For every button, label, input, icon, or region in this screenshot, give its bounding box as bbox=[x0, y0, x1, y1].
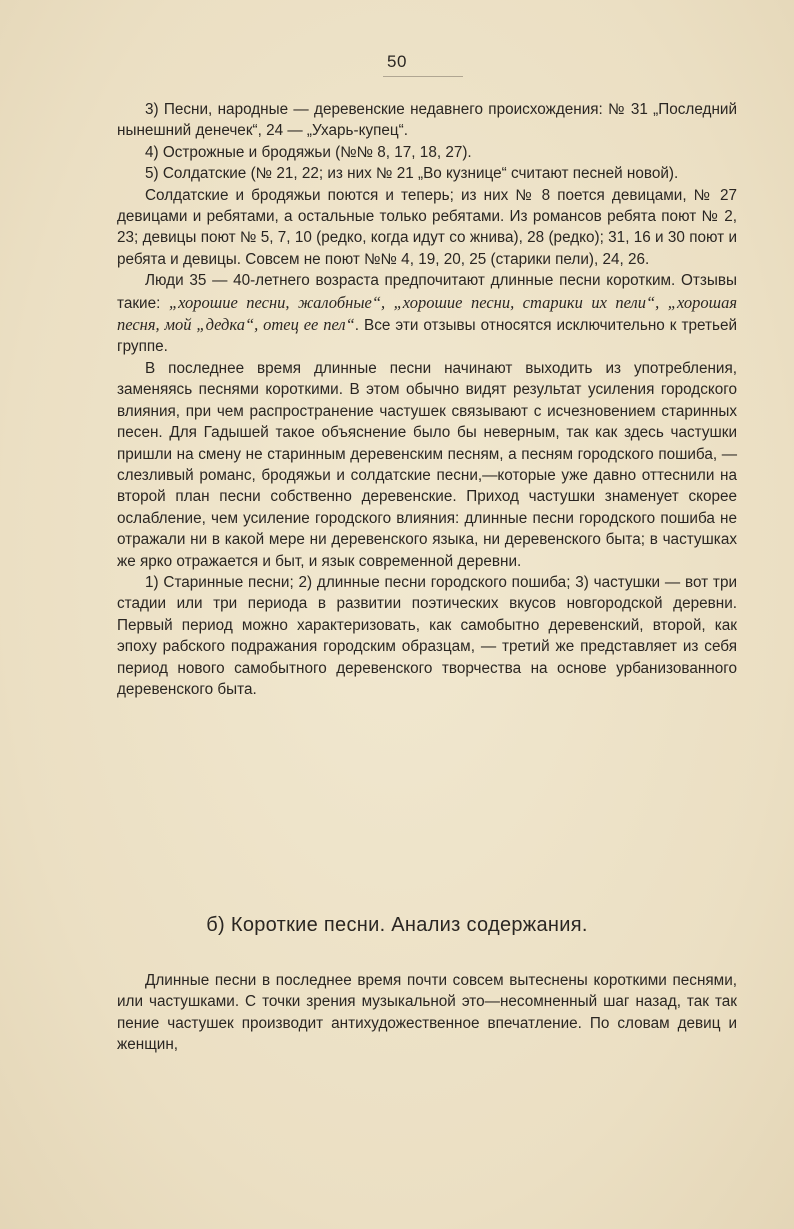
page-number: 50 bbox=[387, 52, 407, 71]
paragraph-songs-prison: 4) Острожные и бродяжьи (№№ 8, 17, 18, 27). bbox=[145, 143, 472, 161]
reviews-tail: . Все эти отзывы относятся исключительно к третьей группе. bbox=[117, 317, 737, 356]
main-text bbox=[117, 99, 737, 700]
paragraph-people-reviews bbox=[117, 270, 737, 358]
page-number-rule bbox=[383, 76, 463, 77]
paragraph-long-songs-decline: В последнее время длинные песни начинают выходить из употребления, заменяясь песнями короткими. В этом обычно видят результат усиления городского влияния, при чем распространение частушек связывают с исчезновением старинных песен. Для Гадышей такое объяснение было бы неверным, так как здесь частушки пришли на смену не старинным деревенским песням, а песням городского пошиба, — слезливый романс, бродяжьи и солдатские песни,—которые уже давно оттеснили на второй план песни собственно деревенские. Приход частушки знаменует скорее ослабление, чем усиление городского влияния: длинные песни городского пошиба не отражали ни в какой мере ни деревенского языка, ни деревенского быта; в частушках же ярко отражается и быт, и язык современной деревни. bbox=[117, 359, 737, 570]
section-heading: б) Короткие песни. Анализ содержания. bbox=[206, 914, 588, 936]
section-text bbox=[117, 970, 737, 1056]
paragraph-who-sings: Солдатские и бродяжьи поются и теперь; из них № 8 поется девицами, № 27 девицами и ребятами, а остальные только ребятами. Из романсов ребята поют № 2, 23; девицы поют № 5, 7, 10 (редко, когда идут со жнива), 28 (редко); 31, 16 и 30 поют и ребята и девицы. Совсем не поют №№ 4, 19, 20, 25 (старики пели), 24, 26. bbox=[117, 186, 737, 268]
paragraph-short-songs: Длинные песни в последнее время почти совсем вытеснены короткими песнями, или частушками. С точки зрения музыкальной это—несомненный шаг назад, так так пение частушек производит антихудожественное впечатление. По словам девиц и женщин, bbox=[117, 972, 737, 1054]
paragraph-three-stages: 1) Старинные песни; 2) длинные песни городского пошиба; 3) частушки — вот три стадии или три периода в развитии поэтических вкусов новгородской деревни. Первый период можно характеризовать, как самобытно деревенский, второй, как эпоху рабского подражания городским образцам, — третий же представляет из себя период нового самобытного деревенского творчества на основе урбанизованного деревенского быта. bbox=[117, 573, 737, 698]
reviews-quote: „хорошие песни, жалобные“, „хорошие песни, старики их пели“, „хорошая песня, мой „дедка“, отец ее пел“ bbox=[117, 292, 737, 335]
reviews-lead: Люди 35 — 40-летнего возраста предпочитают длинные песни коротким. Отзывы такие: bbox=[117, 272, 737, 312]
paragraph-songs-soldier: 5) Солдатские (№ 21, 22; из них № 21 „Во кузнице“ считают песней новой). bbox=[145, 165, 679, 183]
paragraph-songs-folk: 3) Песни, народные — деревенские недавнего происхождения: № 31 „Последний нынешний денечек“, 24 — „Ухарь-купец“. bbox=[117, 101, 737, 140]
